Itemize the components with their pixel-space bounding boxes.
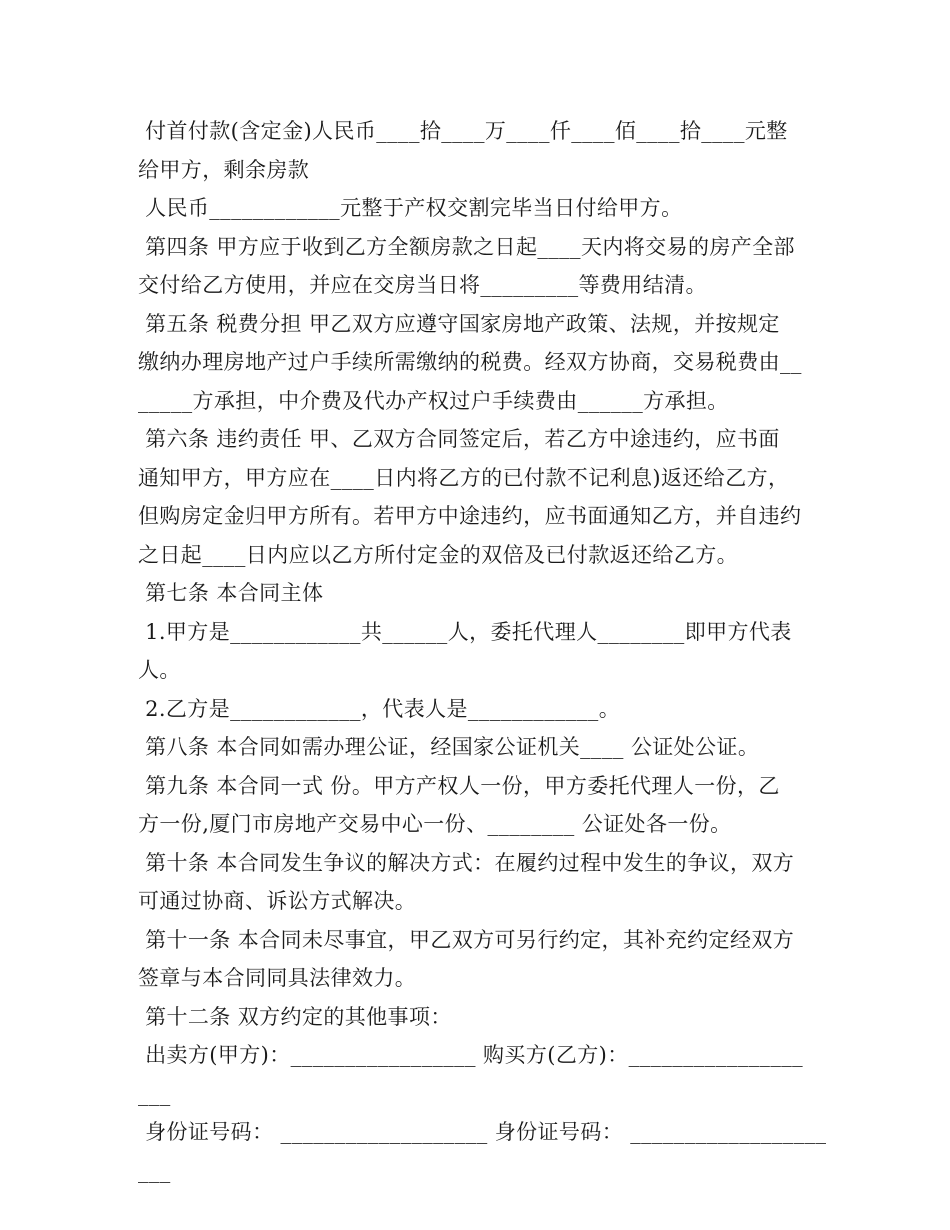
id-number-line: 身份证号码： ___________________ 身份证号码： __________________ (138, 1120, 827, 1144)
clause-4-line: 第四条 甲方应于收到乙方全额房款之日起____天内将交易的房产全部 (138, 234, 795, 259)
clause-6-line: 通知甲方，甲方应在____日内将乙方的已付款不记利息)返还给乙方， (138, 465, 790, 490)
clause-6-line: 之日起____日内应以乙方所付定金的双倍及已付款返还给乙方。 (138, 542, 738, 567)
clause-line: 付首付款(含定金)人民币____拾____万____仟____佰____拾____元整 (138, 119, 788, 143)
clause-7-line: 1.甲方是____________共______人，委托代理人________即甲方代表 (138, 619, 792, 644)
clause-5-line: 第五条 税费分担 甲乙双方应遵守国家房地产政策、法规，并按规定 (138, 311, 780, 336)
clause-line: 给甲方，剩余房款 (138, 157, 310, 182)
clause-7-line: 人。 (138, 658, 181, 682)
clause-9-line: 方一份,厦门市房地产交易中心一份、________ 公证处各一份。 (138, 812, 732, 836)
clause-6-line: 但购房定金归甲方所有。若甲方中途违约，应书面通知乙方，并自违约 (138, 504, 802, 528)
contract-page (138, 112, 827, 1190)
clause-5-line: _____方承担，中介费及代办产权过户手续费由______方承担。 (138, 388, 729, 413)
clause-9-line: 第九条 本合同一式 份。甲方产权人一份，甲方委托代理人一份，乙 (138, 773, 780, 798)
clause-11-line: 第十一条 本合同未尽事宜，甲乙双方可另行约定，其补充约定经双方 (138, 927, 795, 952)
signature-line: ___ (138, 1081, 171, 1106)
clause-12-heading: 第十二条 双方约定的其他事项： (138, 1004, 452, 1029)
clause-5-line: 缴纳办理房地产过户手续所需缴纳的税费。经双方协商，交易税费由__ (138, 350, 802, 374)
clause-11-line: 签章与本合同同具法律效力。 (138, 966, 417, 990)
id-number-line: ___ (138, 1158, 171, 1183)
clause-8-line: 第八条 本合同如需办理公证，经国家公证机关____ 公证处公证。 (138, 735, 760, 759)
clause-10-line: 可通过协商、诉讼方式解决。 (138, 889, 417, 913)
signature-line: 出卖方(甲方)：_________________ 购买方(乙方)：________________ (138, 1043, 804, 1067)
clause-10-line: 第十条 本合同发生争议的解决方式：在履约过程中发生的争议，双方 (138, 850, 795, 875)
clause-7-line: 2.乙方是____________，代表人是____________。 (138, 696, 621, 721)
clause-line: 人民币____________元整于产权交割完毕当日付给甲方。 (138, 196, 683, 220)
clause-6-line: 第六条 违约责任 甲、乙双方合同签定后，若乙方中途违约，应书面 (138, 427, 780, 451)
clause-4-line: 交付给乙方使用，并应在交房当日将_________等费用结清。 (138, 273, 707, 297)
clause-7-heading: 第七条 本合同主体 (138, 581, 324, 605)
